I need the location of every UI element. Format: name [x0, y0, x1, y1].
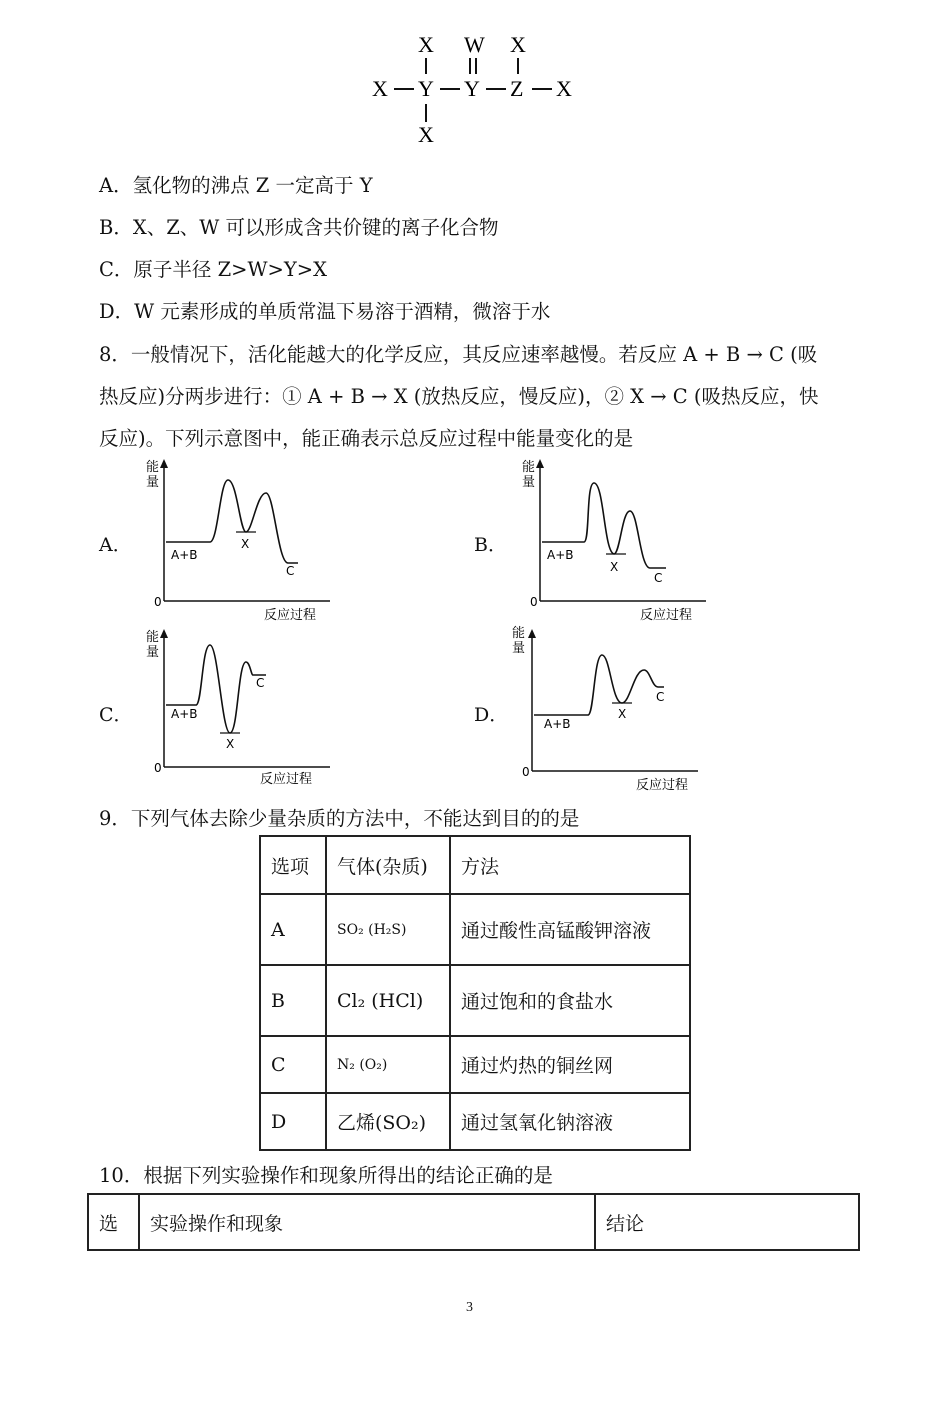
energy-diagram-d	[508, 625, 708, 795]
q7-option-a: A．氢化物的沸点 Z 一定高于 Y	[99, 174, 373, 197]
q7-option-d: D．W 元素形成的单质常温下易溶于酒精，微溶于水	[99, 300, 551, 323]
q9-stem: 9．下列气体去除少量杂质的方法中，不能达到目的的是	[99, 807, 580, 830]
axis-y-label-1: 能	[522, 460, 536, 475]
row-gas: 乙烯(SO₂)	[326, 1093, 450, 1150]
intermediate-label: X	[610, 560, 619, 574]
row-method: 通过酸性高锰酸钾溶液	[450, 894, 690, 965]
atom-x-top-right: X	[510, 32, 526, 57]
axis-y-label-2: 量	[146, 475, 160, 490]
structural-formula	[360, 28, 590, 150]
header-option: 选项	[260, 836, 326, 894]
atom-x-bottom: X	[418, 122, 434, 147]
q10-stem: 10．根据下列实验操作和现象所得出的结论正确的是	[99, 1164, 553, 1187]
intermediate-label: X	[618, 707, 627, 721]
energy-diagram-b	[516, 455, 716, 625]
product-label: C	[256, 676, 265, 690]
table-row	[260, 1036, 690, 1093]
q8-stem-line-1: 8．一般情况下，活化能越大的化学反应，其反应速率越慢。若反应 A + B → C (吸	[99, 343, 818, 366]
axis-x-label: 反应过程	[260, 772, 313, 787]
intermediate-label: X	[226, 737, 235, 751]
row-method: 通过氢氧化钠溶液	[450, 1093, 690, 1150]
q8-option-d-label: D．	[474, 704, 509, 726]
origin-label: 0	[522, 765, 530, 779]
q8-stem-line-3: 反应)。下列示意图中，能正确表示总反应过程中能量变化的是	[99, 427, 634, 450]
energy-diagram-a	[140, 455, 340, 625]
q8-option-a-label: A．	[99, 534, 132, 556]
axis-x-label: 反应过程	[264, 608, 317, 623]
header-gas: 气体(杂质)	[326, 836, 450, 894]
atom-y-left: Y	[418, 76, 434, 101]
q8-stem-line-2: 热反应)分两步进行：① A + B → X (放热反应，慢反应)，② X → C (吸热反应，快	[99, 385, 819, 408]
q9-table	[259, 835, 691, 1151]
table-header-row	[260, 836, 690, 894]
axis-y-label-1: 能	[512, 626, 526, 641]
axis-y-label-1: 能	[146, 460, 160, 475]
product-label: C	[654, 571, 663, 585]
origin-label: 0	[154, 761, 162, 775]
axis-y-label-2: 量	[512, 641, 526, 656]
reactants-label: A+B	[547, 548, 574, 562]
q10-table	[87, 1193, 860, 1251]
q8-option-c-label: C．	[99, 704, 133, 726]
reactants-label: A+B	[171, 707, 198, 721]
page-number: 3	[466, 1300, 473, 1315]
row-option: D	[260, 1093, 326, 1150]
header-method: 方法	[450, 836, 690, 894]
origin-label: 0	[530, 595, 538, 609]
atom-x-top-left: X	[418, 32, 434, 57]
q7-option-b: B．X、Z、W 可以形成含共价键的离子化合物	[99, 216, 499, 239]
row-gas: SO₂ (H₂S)	[326, 894, 450, 965]
axis-x-label: 反应过程	[640, 608, 693, 623]
axis-y-label-1: 能	[146, 630, 160, 645]
intermediate-label: X	[241, 537, 250, 551]
row-method: 通过灼热的铜丝网	[450, 1036, 690, 1093]
table-row	[260, 1093, 690, 1150]
product-label: C	[286, 564, 295, 578]
q8-option-b-label: B．	[474, 534, 507, 556]
axis-x-label: 反应过程	[636, 778, 689, 793]
axis-y-label-2: 量	[146, 645, 160, 660]
header-conclusion: 结论	[595, 1194, 859, 1250]
header-option: 选	[88, 1194, 139, 1250]
q7-option-c: C．原子半径 Z>W>Y>X	[99, 258, 327, 281]
atom-x-left: X	[372, 76, 388, 101]
header-operation: 实验操作和现象	[139, 1194, 595, 1250]
atom-y-center: Y	[464, 76, 480, 101]
product-label: C	[656, 690, 665, 704]
axis-y-label-2: 量	[522, 475, 536, 490]
row-option: B	[260, 965, 326, 1036]
table-row	[260, 894, 690, 965]
row-option: C	[260, 1036, 326, 1093]
row-gas: Cl₂ (HCl)	[326, 965, 450, 1036]
reactants-label: A+B	[171, 548, 198, 562]
atom-x-right: X	[556, 76, 572, 101]
table-row	[260, 965, 690, 1036]
row-method: 通过饱和的食盐水	[450, 965, 690, 1036]
atom-z: Z	[510, 76, 524, 101]
row-gas: N₂ (O₂)	[326, 1036, 450, 1093]
table-header-row	[88, 1194, 859, 1250]
atom-w-top: W	[464, 32, 485, 57]
energy-diagram-c	[140, 625, 340, 790]
reactants-label: A+B	[544, 717, 571, 731]
row-option: A	[260, 894, 326, 965]
origin-label: 0	[154, 595, 162, 609]
